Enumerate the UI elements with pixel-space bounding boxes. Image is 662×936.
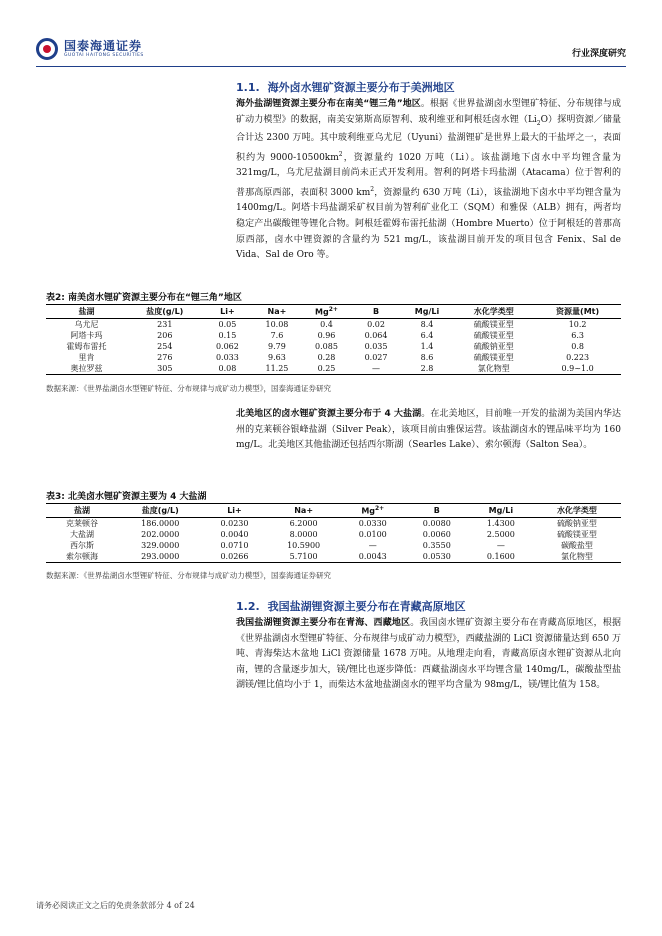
table-cell: 0.1600 xyxy=(469,551,533,563)
section-paragraph: 北美地区的卤水锂矿资源主要分布于 4 大盐湖。在北美地区，目前唯一开发的盐湖为美国内华达州的克莱顿谷银峰盐湖（Silver Peak），该项目前由雅保运营。该盐湖卤水的锂品味平均为 160 mg/L。北美地区其他盐湖还包括西尔斯湖（Searles Lake）、索尔顿海（Salton Sea）。 xyxy=(236,409,621,451)
section-north-america xyxy=(236,407,621,454)
table-cell: 霍姆布雷托 xyxy=(66,342,107,351)
table-cell: 0.28 xyxy=(317,353,336,362)
table-cell: 大盐湖 xyxy=(70,530,95,539)
table-cell: 305 xyxy=(127,363,203,375)
table-cell: 0.0100 xyxy=(358,530,387,539)
table-cell: 7.6 xyxy=(270,331,284,340)
company-logo xyxy=(36,38,144,60)
table-cell: 0.8 xyxy=(571,342,584,351)
table-cell: 里肯 xyxy=(78,353,95,362)
table-cell: 1.4300 xyxy=(486,519,515,528)
logo-name-cn: 国泰海通证券 xyxy=(64,39,143,53)
table-cell: 0.0060 xyxy=(422,530,451,539)
table-cell: 5.7100 xyxy=(267,551,341,563)
table-cell: 氯化物型 xyxy=(453,363,534,375)
table-cell: 1.4 xyxy=(420,342,434,351)
table-cell: 0.96 xyxy=(317,331,336,340)
table-cell: 0.0080 xyxy=(422,519,451,528)
table-cell: 奥拉罗兹 xyxy=(46,363,127,375)
table-cell: 0.223 xyxy=(566,353,590,362)
table-cell: 0.08 xyxy=(203,363,253,375)
table-3 xyxy=(46,503,621,563)
table-cell: 硫酸钠亚型 xyxy=(556,519,597,528)
section-1-1 xyxy=(236,79,621,264)
table-cell: 329.0000 xyxy=(141,541,180,550)
section-heading xyxy=(236,598,621,614)
section-1-2 xyxy=(236,598,621,694)
table-cell: 231 xyxy=(157,320,173,329)
table-row xyxy=(46,352,621,363)
page-header xyxy=(36,38,626,66)
report-type: 行业深度研究 xyxy=(571,49,626,59)
table-cell: 0.035 xyxy=(364,342,388,351)
table-cell: 硫酸钠亚型 xyxy=(473,342,514,351)
table-cell: 0.0530 xyxy=(405,551,469,563)
section-heading xyxy=(236,79,621,95)
table-cell: 西尔斯 xyxy=(70,541,95,550)
table-row xyxy=(46,529,621,540)
lead-sentence: 我国盐湖锂资源主要分布在青海、西藏地区 xyxy=(236,618,411,628)
table-cell: 0.02 xyxy=(367,320,385,329)
table-cell: 0.033 xyxy=(215,353,239,362)
table-cell: 202.0000 xyxy=(141,530,180,539)
table-cell: 克莱顿谷 xyxy=(66,519,99,528)
table-3-source: 数据来源：《世界盐湖卤水型锂矿特征、分布规律与成矿动力模型》，国泰海通证券研究 xyxy=(46,571,331,580)
table-cell: 0.027 xyxy=(364,353,388,362)
table-cell: 0.064 xyxy=(364,331,388,340)
table-2-title: 表2: 南美卤水锂矿资源主要分布在“锂三角”地区 xyxy=(46,293,242,303)
table-cell: 碳酸盐型 xyxy=(560,541,593,550)
table-cell: 0.085 xyxy=(315,342,338,351)
table-cell: 6.3 xyxy=(571,331,584,340)
table-cell: 0.0330 xyxy=(358,519,387,528)
table-cell: 8.4 xyxy=(420,320,434,329)
table-row xyxy=(46,363,621,375)
table-cell: 0.0230 xyxy=(220,519,249,528)
table-cell: 8.6 xyxy=(420,353,434,362)
table-cell: 206 xyxy=(157,331,173,340)
table-cell: 0.0043 xyxy=(341,551,405,563)
section-number: 1.2. xyxy=(236,600,260,613)
table-cell: 乌尤尼 xyxy=(74,320,99,329)
table-cell: 硫酸镁亚型 xyxy=(473,331,514,340)
table-cell: 硫酸镁亚型 xyxy=(473,320,514,329)
table-cell: 11.25 xyxy=(252,363,302,375)
section-paragraph: 我国盐湖锂资源主要分布在青海、西藏地区。我国卤水锂矿资源主要分布在青藏高原地区，根据《世界盐湖卤水型锂矿特征、分布规律与成矿动力模型》，西藏盐湖的 LiCl 资源储量达到 650 万吨、青海柴达木盆地 LiCl 资源储量 1678 万吨。从地理走向看，青藏高原卤水锂矿资源从北向南，锂的含量逐步加大，镁/锂比也逐步降低：西藏盐湖卤水平均锂含量 140mg/L，碳酸盐型盐湖镁/锂比值均小于 1，而柴达木盆地盐湖卤水的锂平均含量为 98mg/L，镁/锂比值为 158。 xyxy=(236,618,621,691)
logo-name-en: GUOTAI HAITONG SECURITIES xyxy=(64,53,144,58)
table-cell: 6.4 xyxy=(420,331,434,340)
table-cell: 2.5000 xyxy=(486,530,515,539)
table-2-source: 数据来源：《世界盐湖卤水型锂矿特征、分布规律与成矿动力模型》，国泰海通证券研究 xyxy=(46,384,331,393)
lead-sentence: 北美地区的卤水锂矿资源主要分布于 4 大盐湖 xyxy=(236,409,422,419)
table-2 xyxy=(46,304,621,375)
table-cell: 254 xyxy=(157,342,173,351)
table-cell: 0.062 xyxy=(215,342,239,351)
table-cell: — xyxy=(368,541,377,550)
table-cell: 氯化物型 xyxy=(533,551,621,563)
table-cell: 阿塔卡玛 xyxy=(70,331,103,340)
table-cell: 硫酸镁亚型 xyxy=(556,530,597,539)
table-cell: 6.2000 xyxy=(289,519,318,528)
table-row xyxy=(46,551,621,563)
table-cell: 0.0266 xyxy=(202,551,266,563)
table-row xyxy=(46,540,621,551)
table-cell: 0.4 xyxy=(320,320,333,329)
table-cell: 0.0710 xyxy=(220,541,249,550)
table-cell: 276 xyxy=(157,353,173,362)
section-title: 我国盐湖锂资源主要分布在青藏高原地区 xyxy=(267,600,466,613)
table-cell: — xyxy=(351,363,401,375)
table-cell: 8.0000 xyxy=(289,530,318,539)
lead-sentence: 海外盐湖锂资源主要分布在南美“锂三角”地区 xyxy=(236,99,421,109)
table-3-title: 表3: 北美卤水锂矿资源主要为 4 大盐湖 xyxy=(46,492,207,502)
table-cell: 0.05 xyxy=(218,320,237,329)
section-number: 1.1. xyxy=(236,81,260,94)
header-divider xyxy=(36,66,626,67)
section-paragraph: 海外盐湖锂资源主要分布在南美“锂三角”地区。根据《世界盐湖卤水型锂矿特征、分布规律与成矿动力模型》的数据，南美安第斯高原智利、玻利维亚和阿根廷卤水锂$(Li_2O)$探明资源／储量合计达 2300 万吨。其中玻利维亚乌尤尼（Uyuni）盐湖锂矿是世界上最大的干盐坪之一，表面积约为 $9000-10500km^2$，资源量约 1020 万吨（Li）。该盐湖地下卤水中平均锂含量为 321mg/L，乌尤尼盐湖目前尚未正式开发利用。智利的阿塔卡玛盐湖（Atacama）位于智利的普那高原西部，表面积 3000 $km^2$，资源量约 630 万吨（Li），该盐湖地下卤水中平均锂含量为 1400mg/L。阿塔卡玛盐湖采矿权目前为智利矿业化工（SQM）和雅保（ALB）拥有，两者均稳定产出碳酸锂等锂化合物。阿根廷霍姆布雷托盐湖（Hombre Muerto）位于阿根廷的普那高原西部，卤水中锂资源的含量约为 521 mg/L，该盐湖目前开发的项目包含 Fenix、Sal de Vida、Sal de Oro 等。 xyxy=(236,99,621,261)
table-cell: 0.3550 xyxy=(422,541,451,550)
table-cell: 10.08 xyxy=(265,320,289,329)
logo-icon xyxy=(36,38,58,60)
table-header-row: 盐湖 盐度(g/L) Li+ Na+ $Mg^{2+}$ B Mg/Li 水化学类型 资源量(Mt) xyxy=(46,305,621,319)
table-row xyxy=(46,330,621,341)
table-cell: 293.0000 xyxy=(118,551,202,563)
table-cell: 2.8 xyxy=(401,363,453,375)
table-cell: 0.9~1.0 xyxy=(534,363,621,375)
table-cell: 10.5900 xyxy=(287,541,321,550)
table-row xyxy=(46,319,621,331)
table-row xyxy=(46,518,621,530)
table-cell: 10.2 xyxy=(568,320,587,329)
table-cell: 9.79 xyxy=(268,342,286,351)
table-cell: 0.15 xyxy=(218,331,237,340)
table-cell: 0.25 xyxy=(302,363,352,375)
table-cell: 索尔顿海 xyxy=(46,551,118,563)
page-footer: 请务必阅读正文之后的免责条款部分 4 of 24 xyxy=(36,901,195,910)
table-row xyxy=(46,341,621,352)
table-cell: 0.0040 xyxy=(220,530,249,539)
table-cell: 硫酸镁亚型 xyxy=(473,353,514,362)
table-cell: 9.63 xyxy=(268,353,286,362)
table-cell: 186.0000 xyxy=(141,519,180,528)
table-cell: — xyxy=(496,541,505,550)
table-header-row: 盐湖 盐度(g/L) Li+ Na+ $Mg^{2+}$ B Mg/Li 水化学类型 xyxy=(46,504,621,518)
section-title: 海外卤水锂矿资源主要分布于美洲地区 xyxy=(267,81,455,94)
